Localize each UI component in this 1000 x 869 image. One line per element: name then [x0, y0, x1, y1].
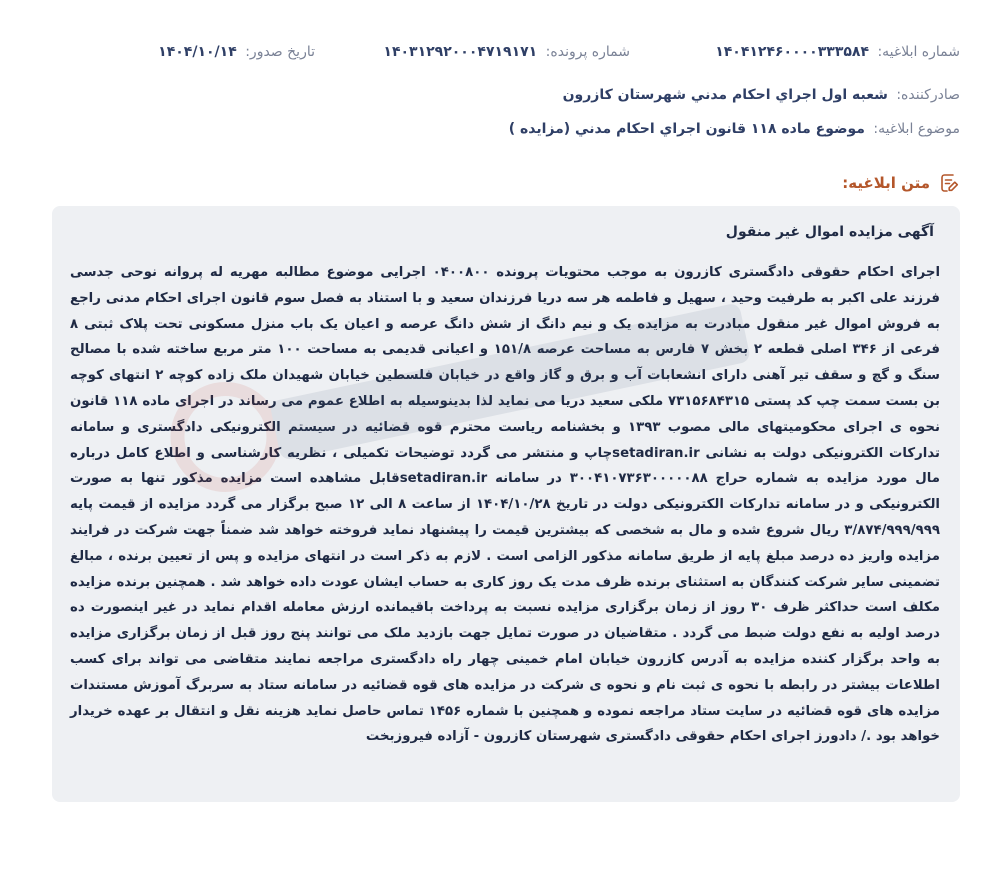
issuer-label: صادرکننده: — [896, 87, 960, 103]
notice-body: اجرای احکام حقوقی دادگستری کازرون به موجب محتویات پرونده ۰۴۰۰۸۰۰ اجرایی موضوع مطالبه مهریه له پروانه نوحی جدسی فرزند علی اکبر به طرفیت وحید ، سهیل و فاطمه هر سه دریا فرزندان سعید و با استناد به فصل سوم قانون اجرای احکام مدنی راجع به فروش اموال غیر منقول مبادرت به مزایده یک و نیم دانگ از شش دانگ عرصه و اعیان یک باب منزل مسکونی تحت پلاک ثبتی ۸ فرعی از ۳۴۶ اصلی قطعه ۲ بخش ۷ فارس به مساحت عرصه ۱۵۱/۸ و اعیانی قدیمی به مساحت ۱۰۰ متر مربع ساخته شده با مصالح سنگ و گچ و سقف تیر آهنی دارای انشعابات آب و برق و گاز واقع در خیابان فلسطین خیابان شهیدان ملک زاده کوچه ۲ انتهای کوچه بن بست سمت چپ کد پستی ۷۳۱۵۶۸۴۳۱۵ ملکی سعید دریا می نماید لذا بدینوسیله به اطلاع عموم می رساند در اجرای ماده ۱۱۸ قانون نحوه ی اجرای محکومیتهای مالی مصوب ۱۳۹۳ و بخشنامه ریاست محترم قوه قضائیه در سیستم الکترونیکی دادگستری و سامانه تدارکات الکترونیکی دولت به نشانی setadiran.irچاپ و منتشر می گردد توضیحات تکمیلی ، نظریه کارشناسی و اطلاع کامل درباره مال مورد مزایده به شماره حراج ۳۰۰۴۱۰۷۳۶۳۰۰۰۰۰۸۸ در سامانه setadiran.irقابل مشاهده است مزایده مذکور تنها به صورت الکترونیکی و در سامانه تدارکات الکترونیکی دولت در تاریخ ۱۴۰۴/۱۰/۲۸ از ساعت ۸ الی ۱۲ صبح برگزار می گردد مزایده از قیمت پایه ۳/۸۷۴/۹۹۹/۹۹۹ ریال شروع شده و مال به شخصی که بیشترین قیمت را پیشنهاد نماید فروخته خواهد شد ضمناً جهت شرکت در فرایند مزایده واریز ده درصد مبلغ پایه از طریق سامانه مذکور الزامی است . لازم به ذکر است در انتهای مزایده و پس از تعیین برنده ، مبالغ تضمینی سایر شرکت کنندگان به استثنای برنده ظرف مدت یک روز کاری به حساب ایشان عودت داده خواهد شد . همچنین برنده مزایده مکلف است حداکثر ظرف ۳۰ روز از زمان برگزاری مزایده نسبت به پرداخت باقیمانده ارزش معامله اقدام نماید در غیر اینصورت ده درصد اولیه به نفع دولت ضبط می گردد . متقاضیان در صورت تمایل جهت بازدید ملک می توانند پنج روز قبل از زمان برگزاری مزایده به واحد برگزار کننده مزایده به آدرس کازرون خیابان امام خمینی چهار راه دادگستری مراجعه نمایند متقاضی می تواند برای کسب اطلاعات بیشتر در رابطه با نحوه ی ثبت نام و نحوه ی شرکت در مزایده های قوه قضائیه در سامانه ستاد به سربرگ آموزش مستندات مزایده های قوه قضائیه در سایت ستاد مراجعه نموده و همچنین با شماره ۱۴۵۶ تماس حاصل نماید هزینه نقل و انتقال بر عهده خریدار خواهد بود ./ دادورز اجرای احکام حقوقی دادگستری شهرستان کازرون - آزاده فیروزبخت — [70, 265, 940, 745]
case-number-value: ۱۴۰۳۱۲۹۲۰۰۰۴۷۱۹۱۷۱ — [383, 44, 538, 60]
issue-date — [158, 44, 315, 60]
notice-text-box — [52, 206, 960, 802]
notice-number-label: شماره ابلاغیه: — [877, 44, 960, 60]
section-title-text: متن ابلاغیه: — [842, 174, 930, 192]
notice-number — [715, 44, 960, 60]
case-number — [383, 44, 630, 60]
subject-label: موضوع ابلاغیه: — [873, 121, 960, 137]
subject-line — [40, 121, 960, 137]
notice-number-value: ۱۴۰۴۱۲۴۶۰۰۰۰۳۳۳۵۸۴ — [715, 44, 869, 60]
notice-heading: آگهی مزایده اموال غیر منقول — [725, 224, 934, 240]
subject-value: موضوع ماده ۱۱۸ قانون اجراي احكام مدني (مزايده ) — [508, 121, 865, 137]
issuer-value: شعبه اول اجراي احكام مدني شهرستان كازرون — [562, 87, 888, 103]
document-edit-icon — [938, 172, 960, 194]
notice-text-section-title — [842, 170, 960, 196]
issuer-line — [40, 87, 960, 103]
issue-date-value: ۱۴۰۴/۱۰/۱۴ — [158, 44, 237, 60]
case-number-label: شماره پرونده: — [545, 44, 630, 60]
notice-meta-row — [40, 44, 960, 72]
issue-date-label: تاریخ صدور: — [245, 44, 315, 60]
